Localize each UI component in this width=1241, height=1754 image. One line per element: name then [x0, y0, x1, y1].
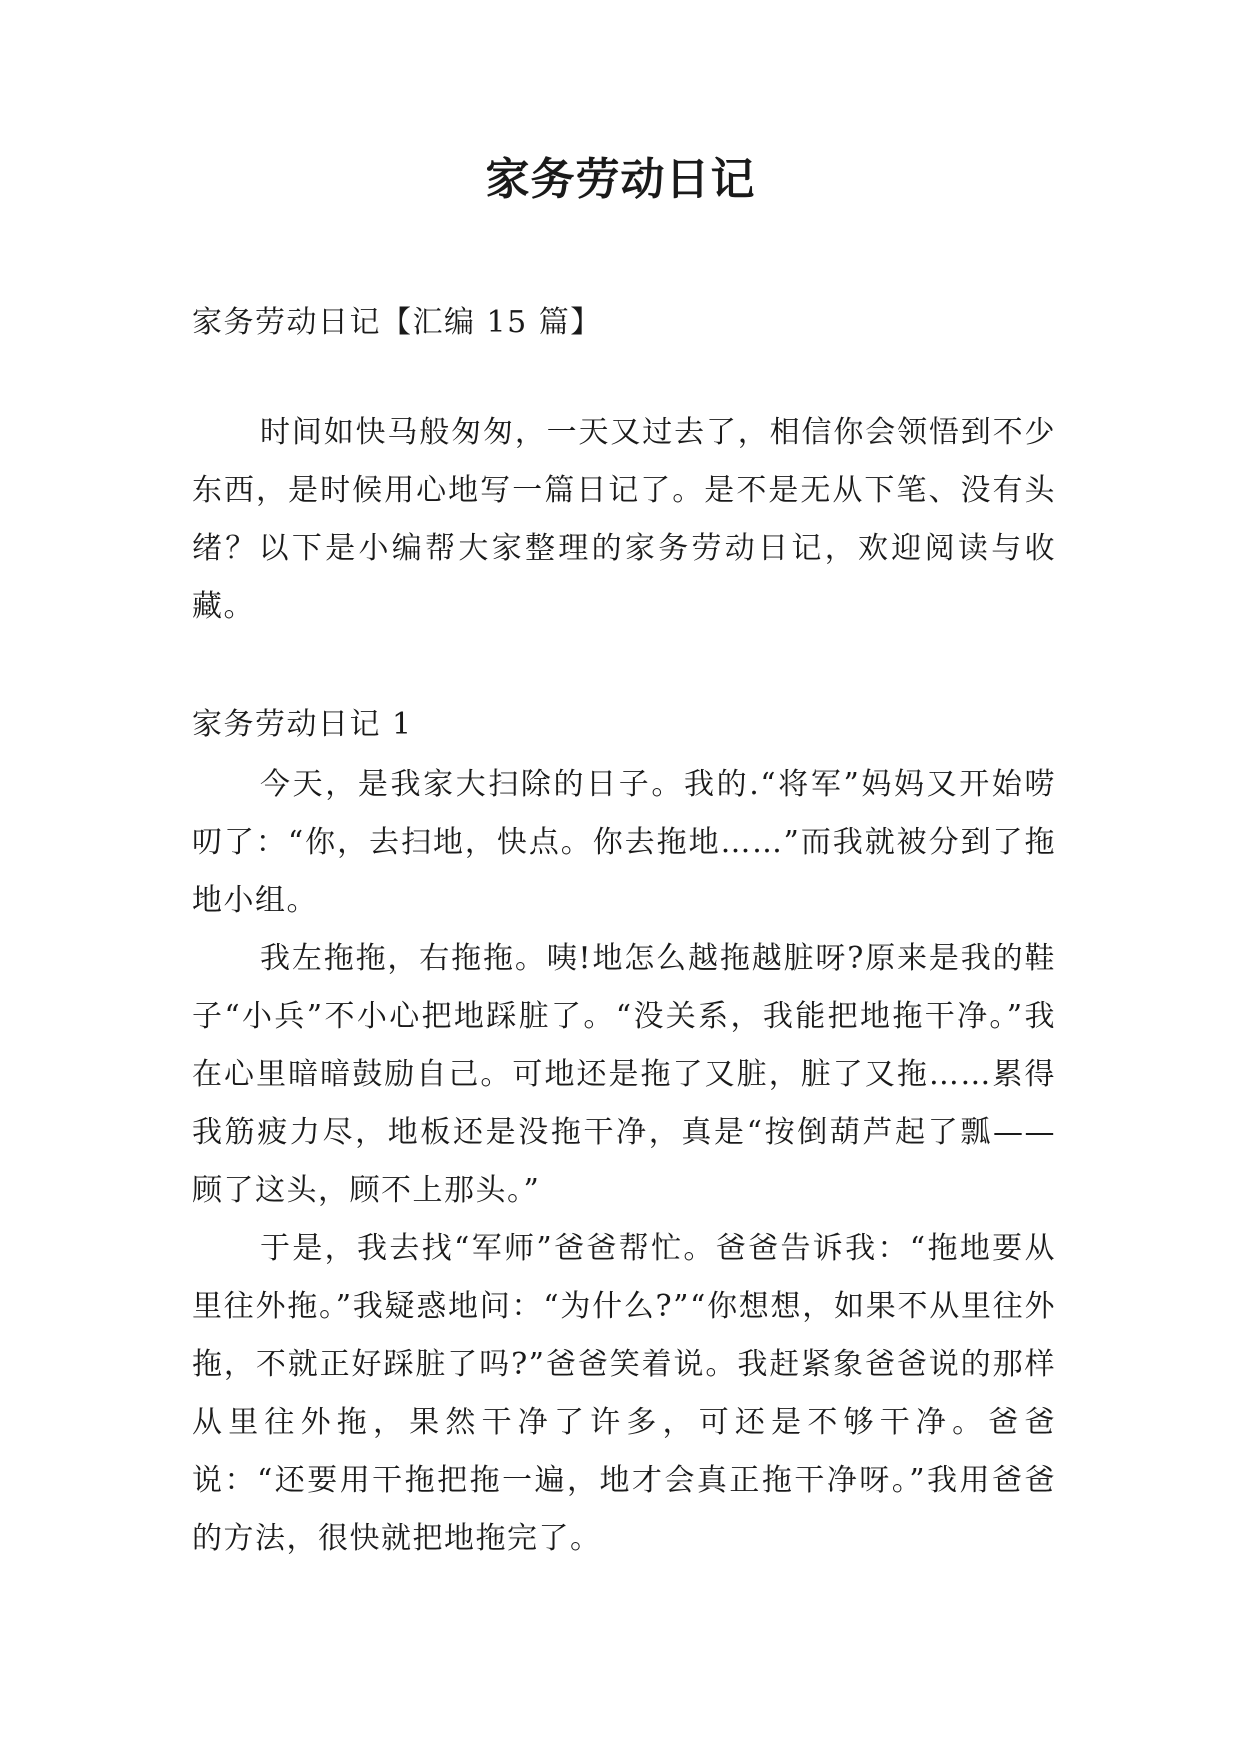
document-title: 家务劳动日记 [485, 154, 756, 205]
body-paragraph-1: 今天，是我家大扫除的日子。我的.“将军”妈妈又开始唠叨了：“你，去扫地，快点。你去拖地……”而我就被分到了拖地小组。 [192, 767, 1056, 918]
body-paragraph-2: 我左拖拖，右拖拖。咦!地怎么越拖越脏呀?原来是我的鞋子“小兵”不小心把地踩脏了。“没关系，我能把地拖干净。”我在心里暗暗鼓励自己。可地还是拖了又脏，脏了又拖……累得我筋疲力尽，地板还是没拖干净，真是“按倒葫芦起了瓢——顾了这头，顾不上那头。” [192, 941, 1056, 1208]
section-heading: 家务劳动日记 1 [192, 707, 413, 742]
body-paragraph-3: 于是，我去找“军师”爸爸帮忙。爸爸告诉我：“拖地要从里往外拖。”我疑惑地问：“为什么?”“你想想，如果不从里往外拖，不就正好踩脏了吗?”爸爸笑着说。我赶紧象爸爸说的那样从里往外拖，果然干净了许多，可还是不够干净。爸爸说：“还要用干拖把拖一遍，地才会真正拖干净呀。”我用爸爸的方法，很快就把地拖完了。 [192, 1231, 1056, 1556]
intro-paragraph: 时间如快马般匆匆，一天又过去了，相信你会领悟到不少东西，是时候用心地写一篇日记了。是不是无从下笔、没有头绪？以下是小编帮大家整理的家务劳动日记，欢迎阅读与收藏。 [192, 415, 1056, 624]
document-subtitle: 家务劳动日记【汇编 15 篇】 [192, 305, 602, 340]
